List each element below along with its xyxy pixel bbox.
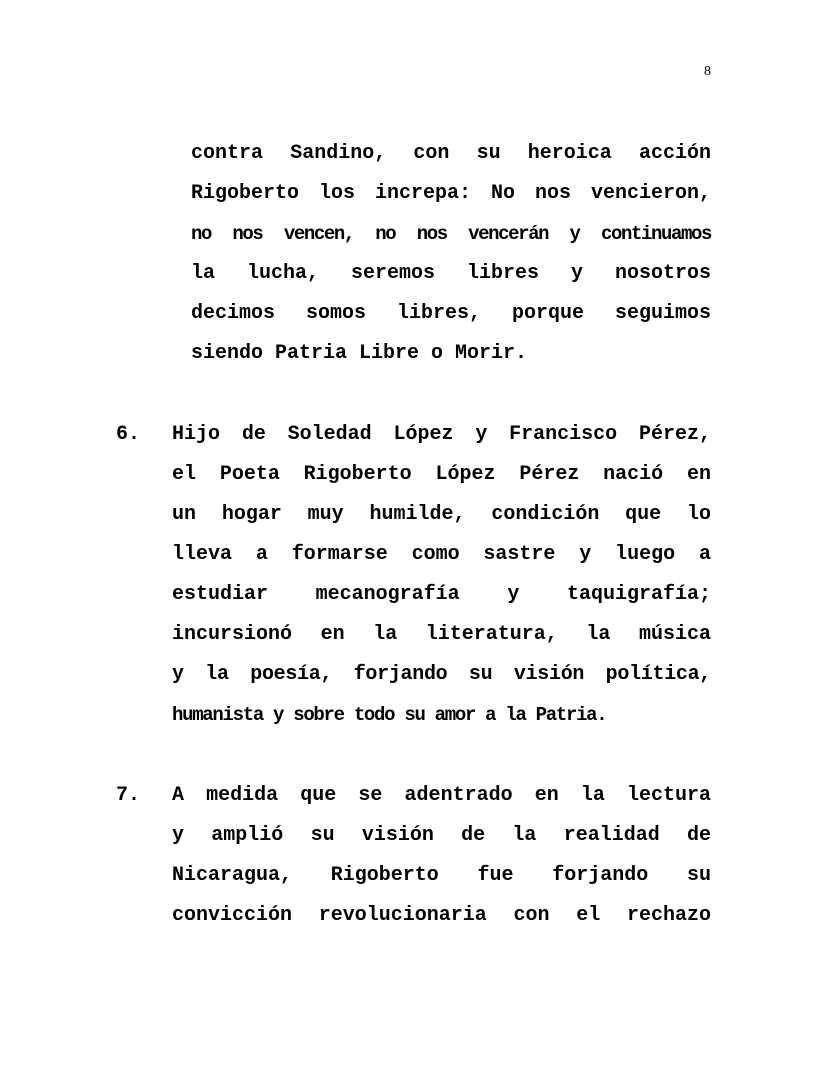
text-line: A medida que se adentrado en la lectura — [172, 784, 711, 807]
paragraph-number: 7. — [116, 784, 141, 807]
text-line: Rigoberto los increpa: No nos vencieron, — [191, 182, 711, 205]
text-line: no nos vencen, no nos vencerán y continuamos — [191, 223, 711, 245]
text-line: decimos somos libres, porque seguimos — [191, 302, 711, 325]
text-line: y amplió su visión de la realidad de — [172, 824, 711, 847]
text-line: Nicaragua, Rigoberto fue forjando su — [172, 864, 711, 887]
text-line: y la poesía, forjando su visión política, — [172, 663, 711, 686]
text-line: lleva a formarse como sastre y luego a — [172, 543, 711, 566]
text-line: convicción revolucionaria con el rechazo — [172, 904, 711, 927]
text-line: la lucha, seremos libres y nosotros — [191, 262, 711, 285]
text-line: incursionó en la literatura, la música — [172, 623, 711, 646]
text-line: Hijo de Soledad López y Francisco Pérez, — [172, 423, 711, 446]
text-line: un hogar muy humilde, condición que lo — [172, 503, 711, 526]
text-line: el Poeta Rigoberto López Pérez nació en — [172, 463, 711, 486]
paragraph-number: 6. — [116, 423, 141, 446]
text-line: contra Sandino, con su heroica acción — [191, 142, 711, 165]
text-line: siendo Patria Libre o Morir. — [191, 342, 528, 365]
text-line: estudiar mecanografía y taquigrafía; — [172, 583, 711, 606]
text-line: humanista y sobre todo su amor a la Patria. — [172, 704, 607, 726]
page-number: 8 — [704, 64, 711, 79]
